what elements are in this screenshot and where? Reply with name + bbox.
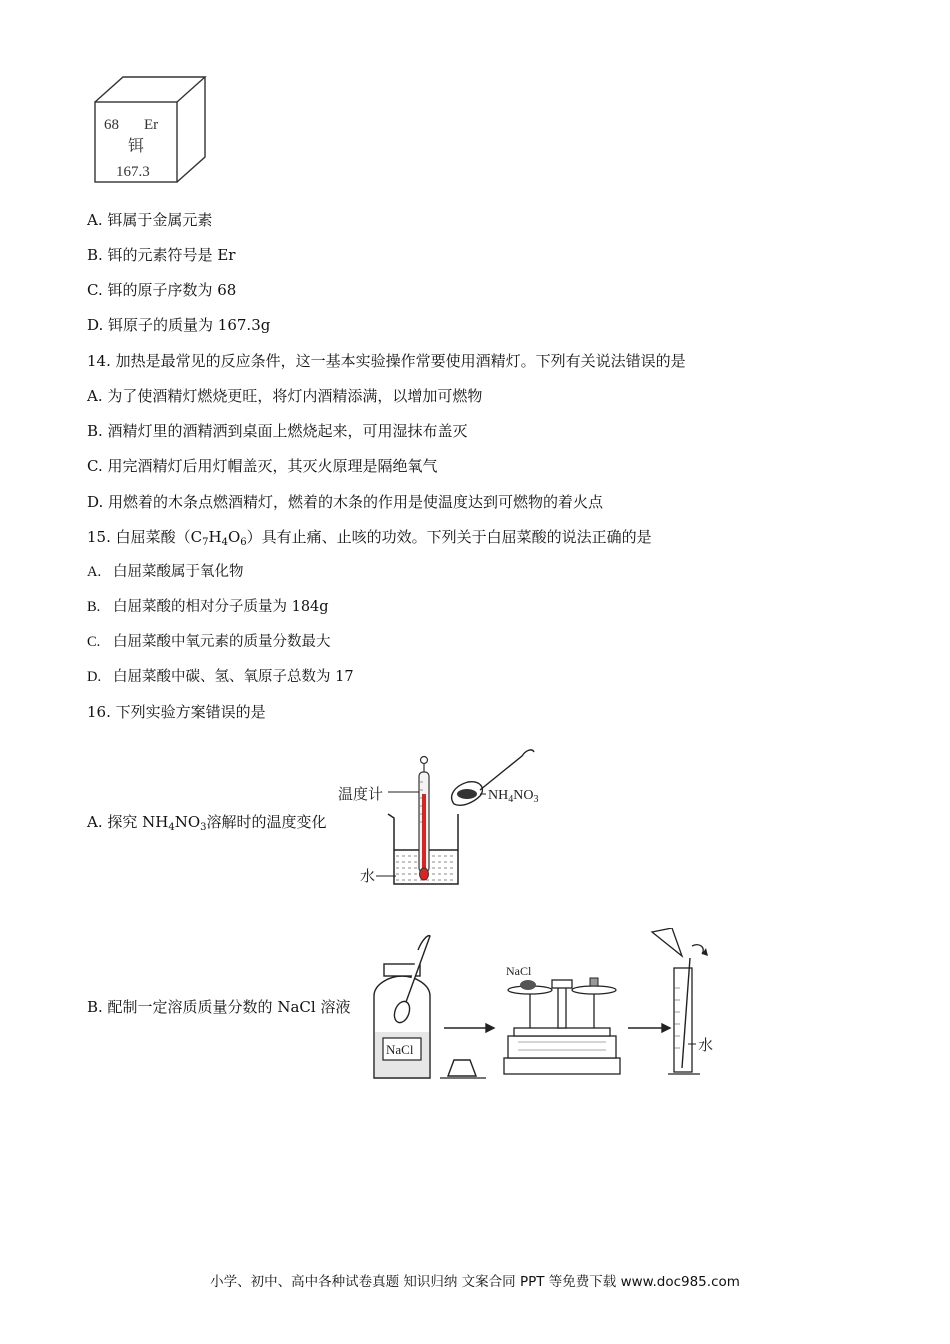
q16-option-a: A. 探究 $NH_4NO_3$溶解时的温度变化 [87,813,327,833]
q16-option-b: B. 配制一定溶质质量分数的 NaCl 溶液 [87,998,351,1016]
thermometer-label: 温度计 [338,785,384,803]
q15-formula: $C_7H_4O_6$ [190,528,247,548]
q13-option-c: C. 铒的原子序数为 68 [87,281,237,299]
dissolving-experiment-figure [336,738,576,897]
pan-label: NaCl [506,964,532,978]
q15-option-a: A. 白屈菜酸属于氧化物 [87,564,244,580]
q15-option-c: C. 白屈菜酸中氧元素的质量分数最大 [87,634,331,650]
q14-stem: 14. 加热是最常见的反应条件，这一基本实验操作常要使用酒精灯。下列有关说法错误的是 [87,352,686,370]
element-atomic-number: 68 [104,117,119,133]
q14-option-b: B. 酒精灯里的酒精洒到桌面上燃烧起来，可用湿抹布盖灭 [87,422,468,440]
footer-text: 小学、初中、高中各种试卷真题 知识归纳 文案合同 PPT 等免费下载 www.doc985.com [210,1274,740,1290]
q15-stem [87,527,652,547]
q13-option-d: D. 铒原子的质量为 167.3g [87,316,271,334]
q15-stem-suffix: ）具有止痛、止咳的功效。下列关于白屈菜酸的说法正确的是 [246,528,652,546]
q15-option-b: B. 白屈菜酸的相对分子质量为 184g [87,599,329,615]
element-mass: 167.3 [116,164,150,180]
element-symbol: Er [144,117,159,133]
water-label-a: 水 [360,867,376,885]
reagent-label: $NH_4NO_3$ [488,788,539,805]
q16-stem: 16. 下列实验方案错误的是 [87,703,266,721]
solution-preparation-figure [368,928,720,1088]
water-label-b: 水 [698,1036,714,1054]
bottle-label: NaCl [386,1042,414,1057]
q14-option-a: A. 为了使酒精灯燃烧更旺，将灯内酒精添满，以增加可燃物 [87,387,483,405]
q13-option-a: A. 铒属于金属元素 [87,211,213,229]
q13-option-b: B. 铒的元素符号是 Er [87,246,236,264]
q14-option-d: D. 用燃着的木条点燃酒精灯，燃着的木条的作用是使温度达到可燃物的着火点 [87,493,604,511]
q14-option-c: C. 用完酒精灯后用灯帽盖灭，其灭火原理是隔绝氧气 [87,457,438,475]
q15-stem-prefix: 15. 白屈菜酸（ [87,528,191,546]
element-card-figure [92,74,217,190]
element-name: 铒 [128,136,145,155]
q15-option-d: D. 白屈菜酸中碳、氢、氧原子总数为 17 [87,669,354,685]
